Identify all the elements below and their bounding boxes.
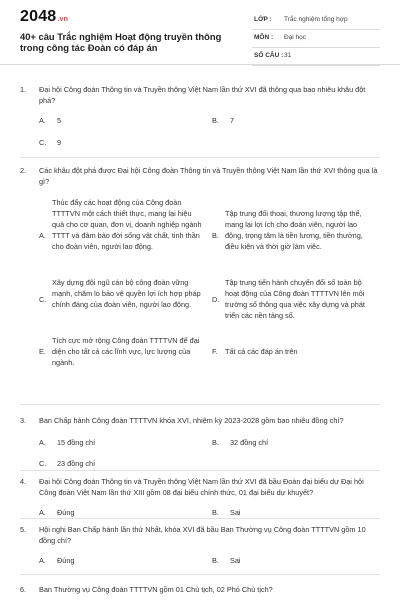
question-number: 5. xyxy=(20,525,27,534)
page-header xyxy=(0,0,400,65)
meta-value: Trắc nghiệm tổng hợp xyxy=(284,16,348,23)
option-b[interactable] xyxy=(212,115,234,126)
divider xyxy=(20,404,380,405)
option-text: Sai xyxy=(230,556,241,565)
option-letter: E. xyxy=(39,347,46,356)
option-letter: A. xyxy=(39,438,46,447)
question-text: Đại hội Công đoàn Thông tin và Truyền thông Việt Nam lần thứ XVI đã thông qua bao nhiêu khâu đột phá? xyxy=(39,85,366,105)
option-text: Đúng xyxy=(57,556,75,565)
meta-row-count xyxy=(252,50,380,66)
option-letter: A. xyxy=(39,231,46,240)
question-number: 1. xyxy=(20,85,27,94)
option-text: 7 xyxy=(230,116,235,125)
option-letter: B. xyxy=(212,116,219,125)
option-text: Sai xyxy=(230,508,241,517)
option-text: 15 đồng chí xyxy=(57,438,96,447)
meta-value: 31 xyxy=(284,52,292,59)
divider xyxy=(20,470,380,471)
meta-label: SỐ CÂU : xyxy=(254,52,284,59)
option-letter: F. xyxy=(212,347,218,356)
option-b[interactable] xyxy=(212,437,268,448)
divider xyxy=(20,518,380,519)
option-letter: A. xyxy=(39,508,46,517)
option-letter: D. xyxy=(212,295,220,304)
option-letter: C. xyxy=(39,459,47,468)
question-number: 6. xyxy=(20,585,27,594)
option-letter: B. xyxy=(212,556,219,565)
question-text: Ban Chấp hành Công đoàn TTTTVN khóa XVI, nhiệm kỳ 2023-2028 gồm bao nhiêu đồng chí? xyxy=(39,416,344,425)
option-letter: B. xyxy=(212,508,219,517)
divider xyxy=(20,157,380,158)
option-letter: C. xyxy=(39,138,47,147)
option-text: Thúc đẩy các hoạt động của Công đoàn TTTTVN một cách thiết thực, mang lại hiệu quả cho cơ quan, đơn vị, doanh nghiệp ngành TTTT và đảm bảo đời sống vật chất, tinh thần cho đoàn viên, người lao động. xyxy=(52,198,202,251)
option-letter: A. xyxy=(39,556,46,565)
question-number: 3. xyxy=(20,416,27,425)
option-letter: A. xyxy=(39,116,46,125)
meta-label: MÔN : xyxy=(254,34,274,41)
page-title: 40+ câu Trắc nghiệm Hoạt động truyền thông trong công tác Đoàn có đáp án xyxy=(20,31,222,53)
meta-table xyxy=(252,14,380,68)
logo-suffix: .vn xyxy=(57,16,69,23)
meta-row-class xyxy=(252,14,380,30)
meta-value: Đại học xyxy=(284,34,307,41)
question-text: Hội nghị Ban Chấp hành lần thứ Nhất, khóa XVI đã bầu Ban Thường vụ Công đoàn TTTTVN gồm 10 đồng chí? xyxy=(39,525,366,545)
option-letter: C. xyxy=(39,295,47,304)
option-b[interactable] xyxy=(212,507,241,518)
option-text: Đúng xyxy=(57,508,75,517)
question-number: 2. xyxy=(20,166,27,175)
logo-text: 2048 xyxy=(20,8,57,25)
option-text: 5 xyxy=(57,116,62,125)
question-text: Các khâu đột phá được Đại hội Công đoàn Thông tin và Truyền thông Việt Nam lần thứ XVI thông qua là gì? xyxy=(39,166,378,186)
option-text: 9 xyxy=(57,138,62,147)
site-logo[interactable] xyxy=(20,8,68,26)
option-a[interactable] xyxy=(39,507,74,518)
meta-label: LỚP : xyxy=(254,16,272,23)
option-text: Tất cả các đáp án trên xyxy=(225,347,298,356)
question-text: Đại hội Công đoàn Thông tin và Truyền thông Việt Nam lần thứ XVI đã bầu Đoàn đại biểu dự Đại hội Công đoàn Việt Nam lần thứ XIII gồm 08 đại biểu chính thức, 01 đại biểu dự khuyết? xyxy=(39,477,364,497)
option-letter: B. xyxy=(212,438,219,447)
question-number: 4. xyxy=(20,477,27,486)
option-a[interactable] xyxy=(39,115,61,126)
option-a[interactable] xyxy=(39,555,74,566)
divider xyxy=(20,574,380,575)
option-c[interactable] xyxy=(39,458,95,469)
option-b[interactable] xyxy=(212,555,241,566)
option-text: 32 đồng chí xyxy=(230,438,269,447)
option-c[interactable] xyxy=(39,137,61,148)
question-text: Ban Thường vụ Công đoàn TTTTVN gồm 01 Chủ tịch, 02 Phó Chủ tịch? xyxy=(39,585,273,594)
option-text: 23 đồng chí xyxy=(57,459,96,468)
option-a[interactable] xyxy=(39,437,95,448)
option-text: Xây dựng đội ngũ cán bộ công đoàn vững mạnh, chăm lo bảo vệ quyền lợi ích hợp pháp chính đáng của đoàn viên, người lao động. xyxy=(52,278,201,309)
option-text: Tập trung đối thoại, thương lượng tập thể, mang lại lợi ích cho đoàn viên, người lao động, trọng tâm là tiền lương, tiền thưởng, điều kiện và thời giờ làm việc. xyxy=(225,209,363,251)
meta-row-subject xyxy=(252,32,380,48)
option-text: Tích cực mở rộng Công đoàn TTTTVN để đại diện cho tất cả các lĩnh vực, lực lượng của ngành. xyxy=(52,336,200,367)
option-text: Tập trung tiến hành chuyển đổi số toàn bộ hoạt động của Công đoàn TTTTVN lên môi trường số thông qua việc xây dựng và phát triển các nền tảng số. xyxy=(225,278,365,320)
option-letter: B. xyxy=(212,231,219,240)
